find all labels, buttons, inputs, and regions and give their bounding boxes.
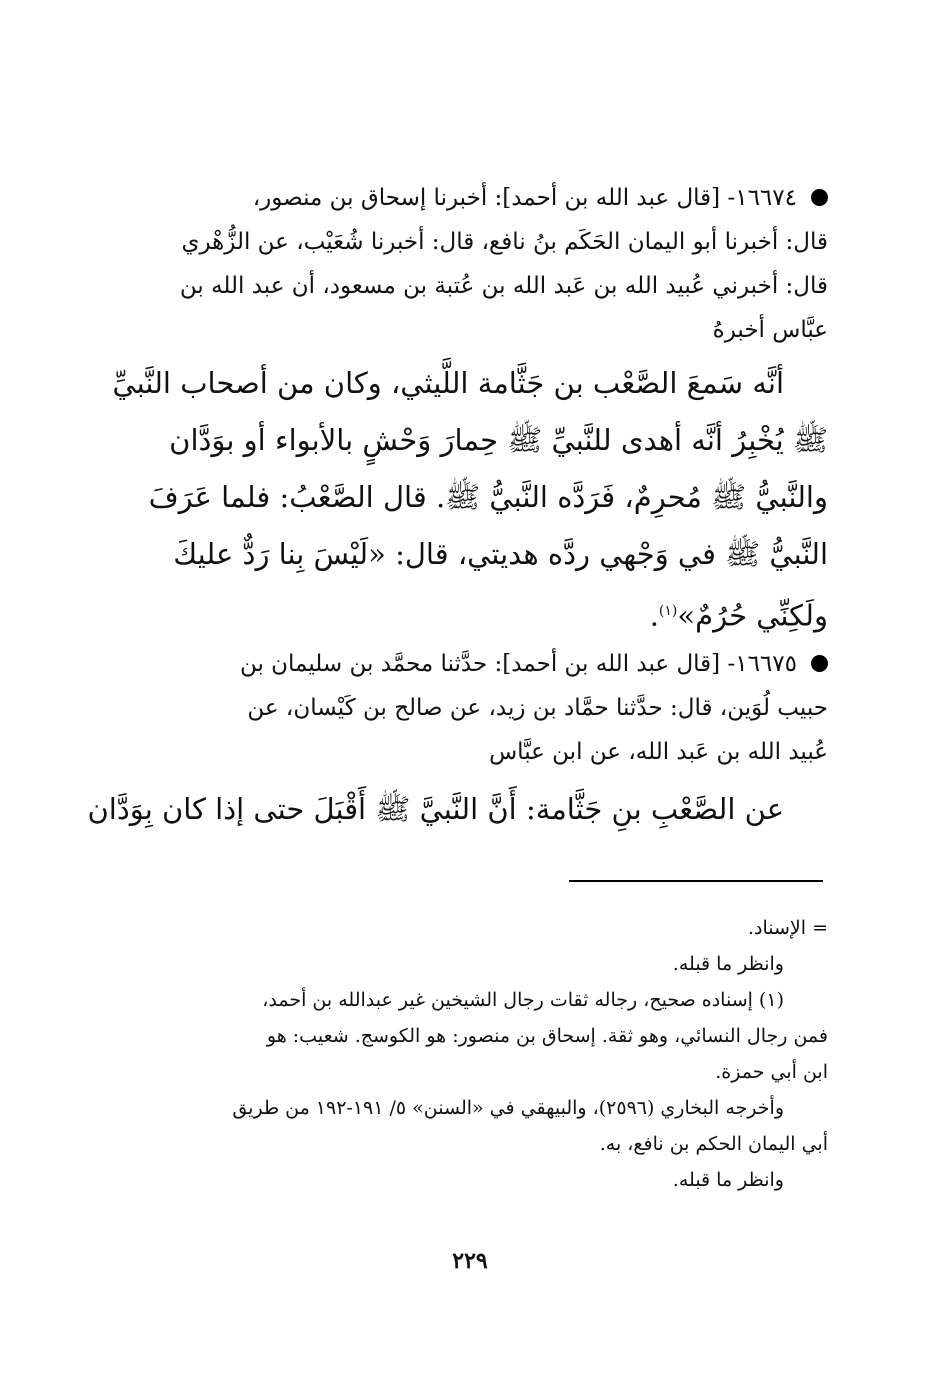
- bullet-icon: [811, 189, 828, 206]
- footnotes: [118, 910, 828, 1198]
- footnote-takhrij-line: أبي اليمان الحكم بن نافع، به.: [599, 1133, 828, 1155]
- hadith-16674-isnad: [118, 176, 828, 352]
- bullet-icon: [811, 655, 828, 672]
- hadith-16675-isnad: [118, 642, 828, 774]
- footnote-see-before: وانظر ما قبله.: [672, 953, 784, 975]
- footnote-1-line: فمن رجال النسائي، وهو ثقة. إسحاق بن منصور: هو الكوسج. شعيب: هو: [266, 1025, 828, 1047]
- isnad-line: عبَّاس أخبرهُ: [712, 317, 828, 343]
- matn-line: أنَّه سَمعَ الصَّعْب بن جَثَّامة اللَّيثي، وكان من أصحاب النَّبيِّ: [112, 366, 784, 400]
- isnad-line: ١٦٦٧٥- [قال عبد الله بن أحمد]: حدَّثنا محمَّد بن سليمان بن: [118, 642, 828, 686]
- isnad-line: قال: أخبرني عُبيد الله بن عَبد الله بن عُتبة بن مسعود، أن عبد الله بن: [179, 273, 828, 299]
- matn-line: ولَكِنِّي حُرُمٌ»$^{(١)}$.: [649, 598, 828, 633]
- isnad-line: قال: أخبرنا أبو اليمان الحَكَم بنُ نافع، قال: أخبرنا شُعَيْب، عن الزُّهْري: [181, 229, 828, 255]
- hadith-16674-matn: [112, 355, 828, 645]
- footnote-marker: (١): [658, 603, 678, 619]
- isnad-line: عُبيد الله بن عَبد الله، عن ابن عبَّاس: [489, 739, 828, 765]
- isnad-line: ١٦٦٧٤- [قال عبد الله بن أحمد]: أخبرنا إسحاق بن منصور،: [118, 176, 828, 220]
- isnad-line: حبيب لُوَين، قال: حدَّثنا حمَّاد بن زيد، عن صالح بن كَيْسان، عن: [247, 695, 828, 721]
- matn-line: ﷺ يُخْبِرُ أنَّه أهدى للنَّبيِّ ﷺ حِمارَ وَحْشٍ بالأبواء أو بوَدَّان: [169, 423, 828, 457]
- matn-line: والنَّبيُّ ﷺ مُحرِمٌ، فَرَدَّه النَّبيُّ ﷺ. قال الصَّعْبُ: فلما عَرَفَ: [148, 480, 828, 514]
- matn-line: النَّبيُّ ﷺ في وَجْهي ردَّه هديتي، قال: «لَيْسَ بِنا رَدٌّ عليكَ: [173, 537, 828, 571]
- footnote-1-line: (١) إسناده صحيح، رجاله ثقات رجال الشيخين غير عبدالله بن أحمد،: [262, 989, 784, 1011]
- footnote-continuation: = الإسناد.: [747, 917, 828, 939]
- footnote-see-before: وانظر ما قبله.: [672, 1169, 784, 1191]
- page-number: ٢٢٩: [452, 1248, 488, 1274]
- footnote-takhrij-line: وأخرجه البخاري (٢٥٩٦)، والبيهقي في «السنن» ٥/ ١٩١-١٩٢ من طريق: [232, 1097, 784, 1119]
- footnote-separator: [569, 880, 823, 882]
- matn-line: عن الصَّعْبِ بنِ جَثَّامة: أَنَّ النَّبيَّ ﷺ أَقْبَلَ حتى إذا كان بِوَدَّان: [87, 792, 784, 826]
- hadith-16675-matn: [87, 781, 828, 838]
- footnote-1-line: ابن أبي حمزة.: [715, 1061, 828, 1083]
